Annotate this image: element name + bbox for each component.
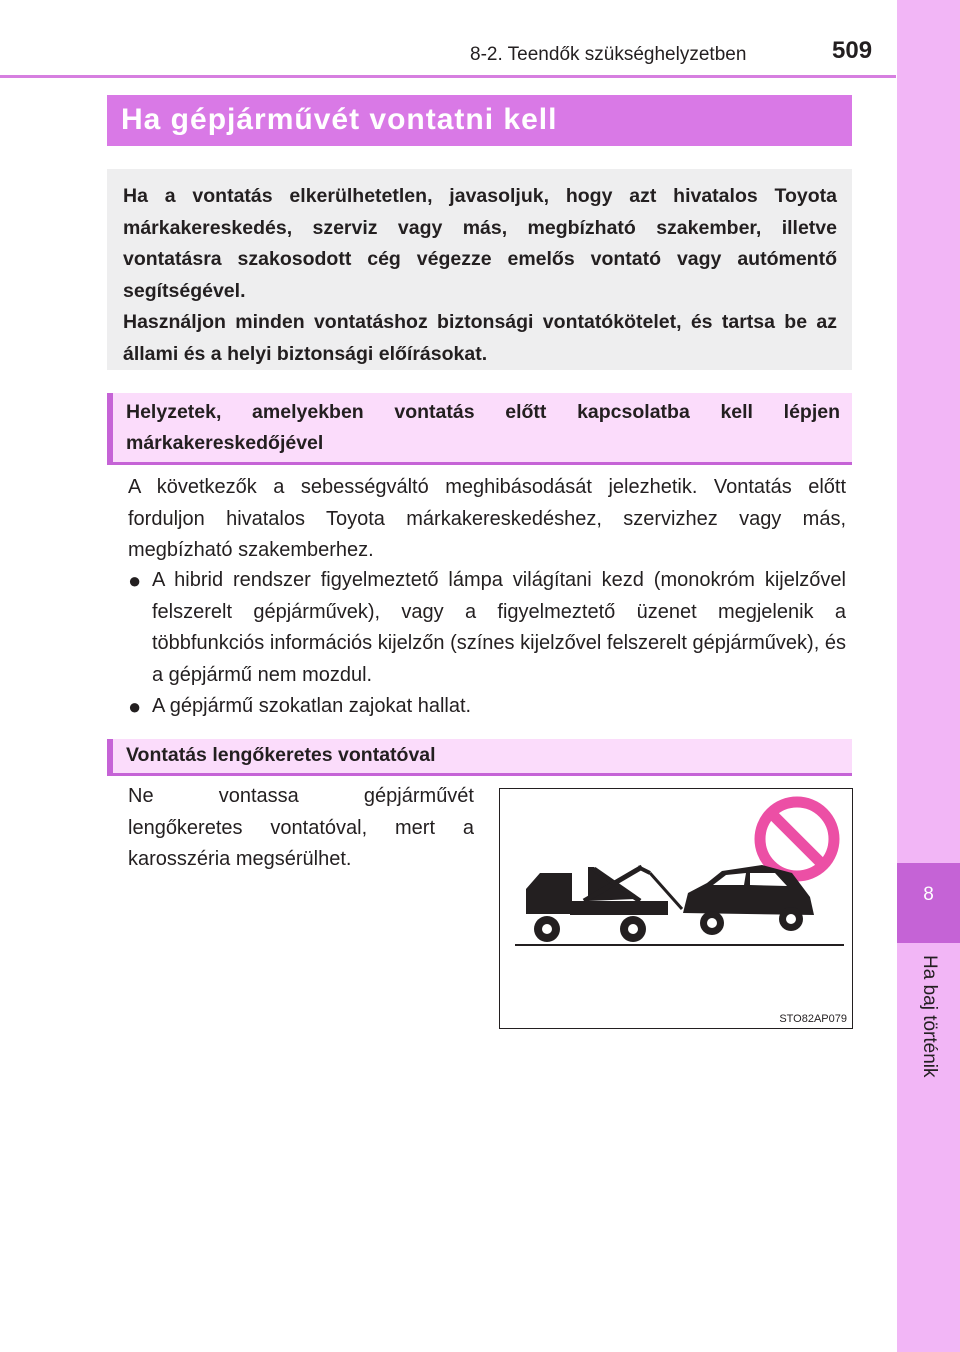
title-bar — [107, 95, 852, 146]
section1-paragraph: A következők a sebességváltó meghibásodását jelezhetik. Vontatás előtt forduljon hivatalos Toyota márkakereskedéshez, szervizhez vagy más, megbízható szakemberhez. — [128, 476, 846, 561]
side-tab-chapter-number: 8 — [923, 884, 934, 905]
intro-paragraph-2: Használjon minden vontatáshoz biztonsági vontatókötelet, és tartsa be az állami és a helyi biztonsági előírásokat. — [123, 311, 837, 365]
section-heading-contact-dealer — [107, 393, 852, 465]
bullet-item — [128, 691, 846, 723]
tow-truck-icon — [526, 867, 682, 942]
towing-illustration-svg — [500, 789, 852, 1028]
side-tab — [897, 0, 960, 1352]
section-heading-text: Vontatás lengőkeretes vontatóval — [126, 744, 436, 766]
section2-paragraph: Ne vontassa gépjárművét lengőkeretes vontatóval, mert a karosszéria megsérülhet. — [128, 785, 474, 870]
page-number: 509 — [832, 37, 873, 64]
bullet-dot-icon: ● — [128, 568, 142, 593]
page-title: Ha gépjárművét vontatni kell — [121, 103, 558, 136]
bullet-text: A gépjármű szokatlan zajokat hallat. — [152, 695, 472, 717]
bullet-dot-icon: ● — [128, 694, 142, 719]
bullet-text: A hibrid rendszer figyelmeztető lámpa világítani kezd (monokróm kijelzővel felszerelt gépjárművek), vagy a figyelmeztető üzenet megjelenik a többfunkciós információs kijelzőn (színes kijelzővel felszerelt gépjárművek), és a gépjármű nem mozdul. — [152, 569, 846, 686]
section-heading-text: Helyzetek, amelyekben vontatás előtt kapcsolatba kell lépjen márkakereskedőjével — [126, 401, 840, 454]
section-heading-wheel-lift — [107, 739, 852, 776]
intro-paragraph-1: Ha a vontatás elkerülhetetlen, javasoljuk, hogy azt hivatalos Toyota márkakereskedés, szerviz vagy más, megbízható szakember, illetve vontatásra szakosodott cég végezze emelős vontató vagy autómentő segítségével. — [123, 185, 837, 302]
header-section-label: 8-2. Teendők szükséghelyzetben — [470, 44, 747, 65]
figure-caption: STO82AP079 — [779, 1013, 847, 1025]
towing-illustration — [499, 788, 853, 1029]
prohibition-sign-icon — [760, 802, 834, 876]
side-tab-chapter-label: Ha baj történik — [919, 955, 940, 1078]
bullet-item — [128, 565, 846, 693]
intro-text — [123, 181, 837, 370]
intro-box — [107, 169, 852, 370]
header-rule — [0, 75, 896, 78]
